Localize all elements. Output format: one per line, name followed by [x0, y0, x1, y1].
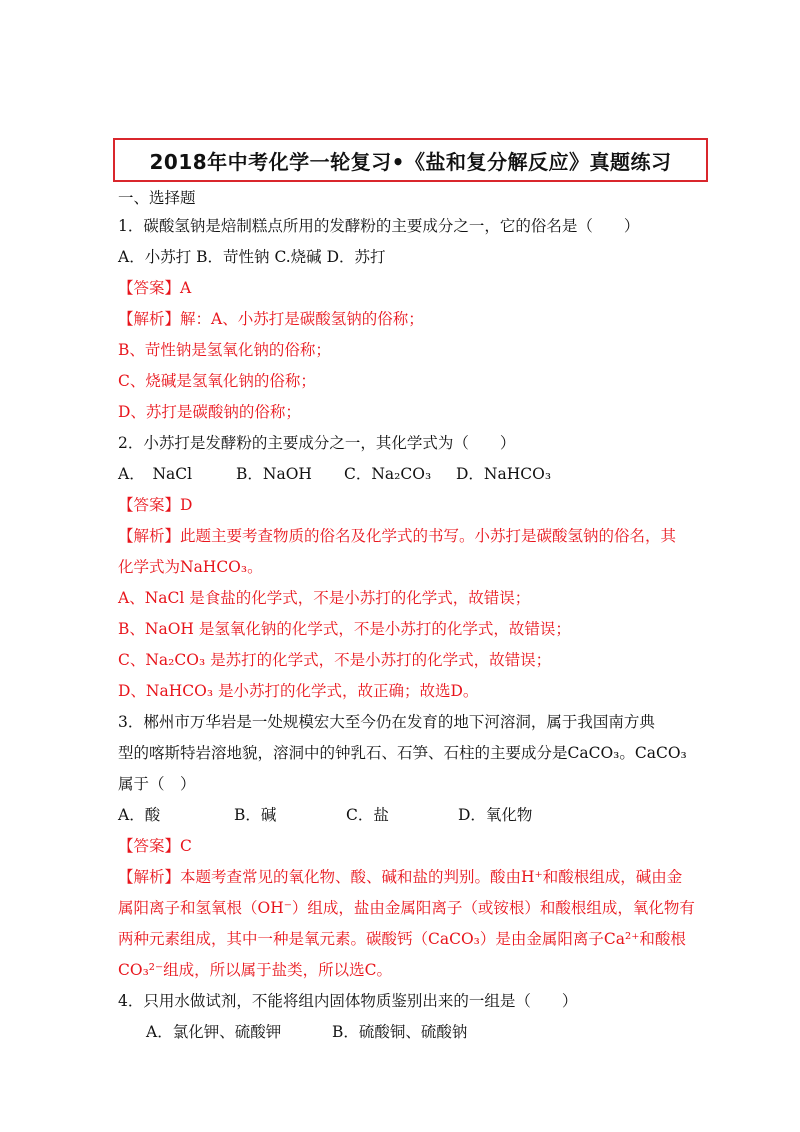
q3-answer: 【答案】C	[118, 837, 192, 855]
q2-analysis-line: B、NaOH 是氢氧化钠的化学式，不是小苏打的化学式，故错误；	[118, 620, 571, 638]
q2-option: C．Na₂CO₃	[344, 465, 432, 483]
q1-options: A．小苏打 B．苛性钠 C.烧碱 D．苏打	[118, 248, 386, 266]
q2-answer: 【答案】D	[118, 496, 193, 514]
q2-analysis-line: C、Na₂CO₃ 是苏打的化学式，不是小苏打的化学式，故错误；	[118, 651, 552, 669]
q3-option: A．酸	[118, 806, 161, 824]
title-box	[113, 138, 708, 182]
q1-stem: 1．碳酸氢钠是焙制糕点所用的发酵粉的主要成分之一，它的俗名是（ ）	[118, 217, 640, 235]
q1-analysis-line: D、苏打是碳酸钠的俗称；	[118, 403, 301, 421]
q1-analysis-line: 【解析】解：A、小苏打是碳酸氢钠的俗称；	[118, 310, 424, 328]
q3-stem-line: 属于（ ）	[118, 775, 196, 793]
q2-analysis-line: A、NaCl 是食盐的化学式，不是小苏打的化学式，故错误；	[118, 589, 531, 607]
q3-analysis-line: 属阳离子和氢氧根（OH⁻）组成，盐由金属阳离子（或铵根）和酸根组成，氧化物有	[118, 899, 695, 917]
q3-analysis-line: 【解析】本题考查常见的氧化物、酸、碱和盐的判别。酸由H⁺和酸根组成，碱由金	[118, 868, 683, 886]
q2-analysis-line: D、NaHCO₃ 是小苏打的化学式，故正确；故选D。	[118, 682, 479, 700]
section-heading: 一、选择题	[118, 189, 196, 207]
q3-option: C．盐	[346, 806, 389, 824]
q2-analysis-line: 化学式为NaHCO₃。	[118, 558, 263, 576]
q3-analysis-line: CO₃²⁻组成，所以属于盐类，所以选C。	[118, 961, 393, 979]
q1-analysis-line: C、烧碱是氢氧化钠的俗称；	[118, 372, 316, 390]
q2-stem: 2．小苏打是发酵粉的主要成分之一，其化学式为（ ）	[118, 434, 516, 452]
q2-option: D．NaHCO₃	[456, 465, 552, 483]
q2-option: A． NaCl	[118, 465, 193, 483]
q2-option: B．NaOH	[236, 465, 312, 483]
q4-option: B．硫酸铜、硫酸钠	[332, 1023, 468, 1041]
q4-options	[146, 1022, 467, 1042]
q2-options	[118, 464, 551, 484]
q1-answer: 【答案】A	[118, 279, 192, 297]
q1-analysis-line: B、苛性钠是氢氧化钠的俗称；	[118, 341, 331, 359]
q3-stem-line: 3．郴州市万华岩是一处规模宏大至今仍在发育的地下河溶洞，属于我国南方典	[118, 713, 655, 731]
q3-stem-line: 型的喀斯特岩溶地貌，溶洞中的钟乳石、石笋、石柱的主要成分是CaCO₃。CaCO₃	[118, 744, 687, 762]
q3-options	[118, 805, 532, 825]
page-title: 2018年中考化学一轮复习•《盐和复分解反应》真题练习	[149, 149, 672, 174]
q2-analysis-line: 【解析】此题主要考查物质的俗名及化学式的书写。小苏打是碳酸氢钠的俗名，其	[118, 527, 677, 545]
q4-stem: 4．只用水做试剂，不能将组内固体物质鉴别出来的一组是（ ）	[118, 992, 578, 1010]
q3-option: D．氧化物	[458, 806, 533, 824]
q4-option: A．氯化钾、硫酸钾	[146, 1023, 282, 1041]
q3-analysis-line: 两种元素组成，其中一种是氧元素。碳酸钙（CaCO₃）是由金属阳离子Ca²⁺和酸根	[118, 930, 686, 948]
q3-option: B．碱	[234, 806, 277, 824]
